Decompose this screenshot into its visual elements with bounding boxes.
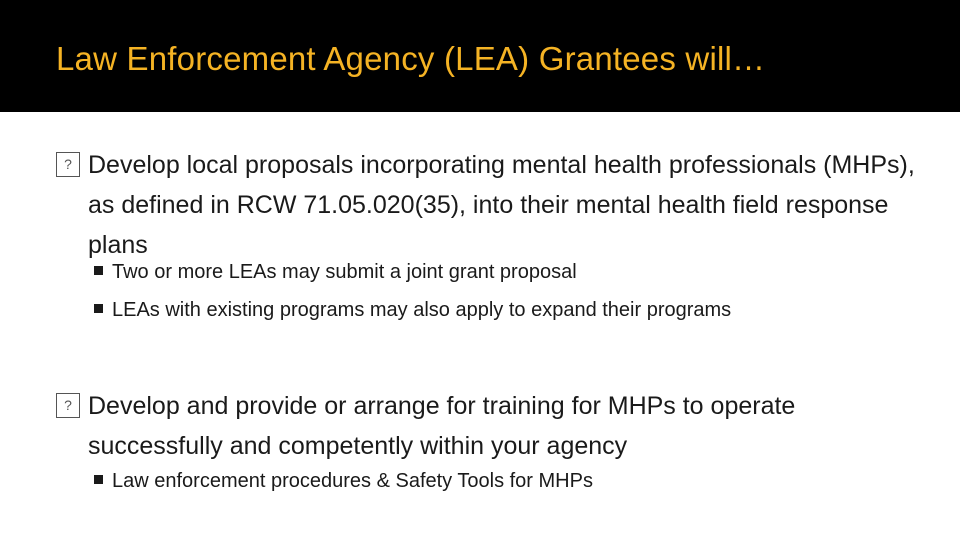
bullet-develop-training bbox=[56, 386, 928, 466]
sub-bullet-existing-programs bbox=[94, 295, 902, 325]
sub-bullet-text: LEAs with existing programs may also apply to expand their programs bbox=[112, 299, 732, 321]
bullet-text: Develop local proposals incorporating mental health professionals (MHPs), as defined in RCW 71.05.020(35), into their mental health field response plans bbox=[88, 151, 915, 259]
bullet-text: Develop and provide or arrange for training for MHPs to operate successfully and competently within your agency bbox=[88, 392, 796, 460]
square-bullet-icon bbox=[94, 266, 103, 275]
missing-glyph-icon bbox=[56, 152, 80, 177]
title-bar bbox=[0, 0, 960, 112]
slide-title: Law Enforcement Agency (LEA) Grantees will… bbox=[56, 40, 766, 77]
square-bullet-icon bbox=[94, 475, 103, 484]
sub-bullet-text: Two or more LEAs may submit a joint grant proposal bbox=[112, 261, 577, 283]
sub-bullet-text: Law enforcement procedures & Safety Tools for MHPs bbox=[112, 470, 593, 492]
sub-bullet-safety-tools bbox=[94, 466, 902, 496]
sub-bullet-joint-proposal bbox=[94, 257, 902, 287]
missing-glyph-icon bbox=[56, 393, 80, 418]
bullet-develop-proposals bbox=[56, 145, 928, 265]
square-bullet-icon bbox=[94, 304, 103, 313]
